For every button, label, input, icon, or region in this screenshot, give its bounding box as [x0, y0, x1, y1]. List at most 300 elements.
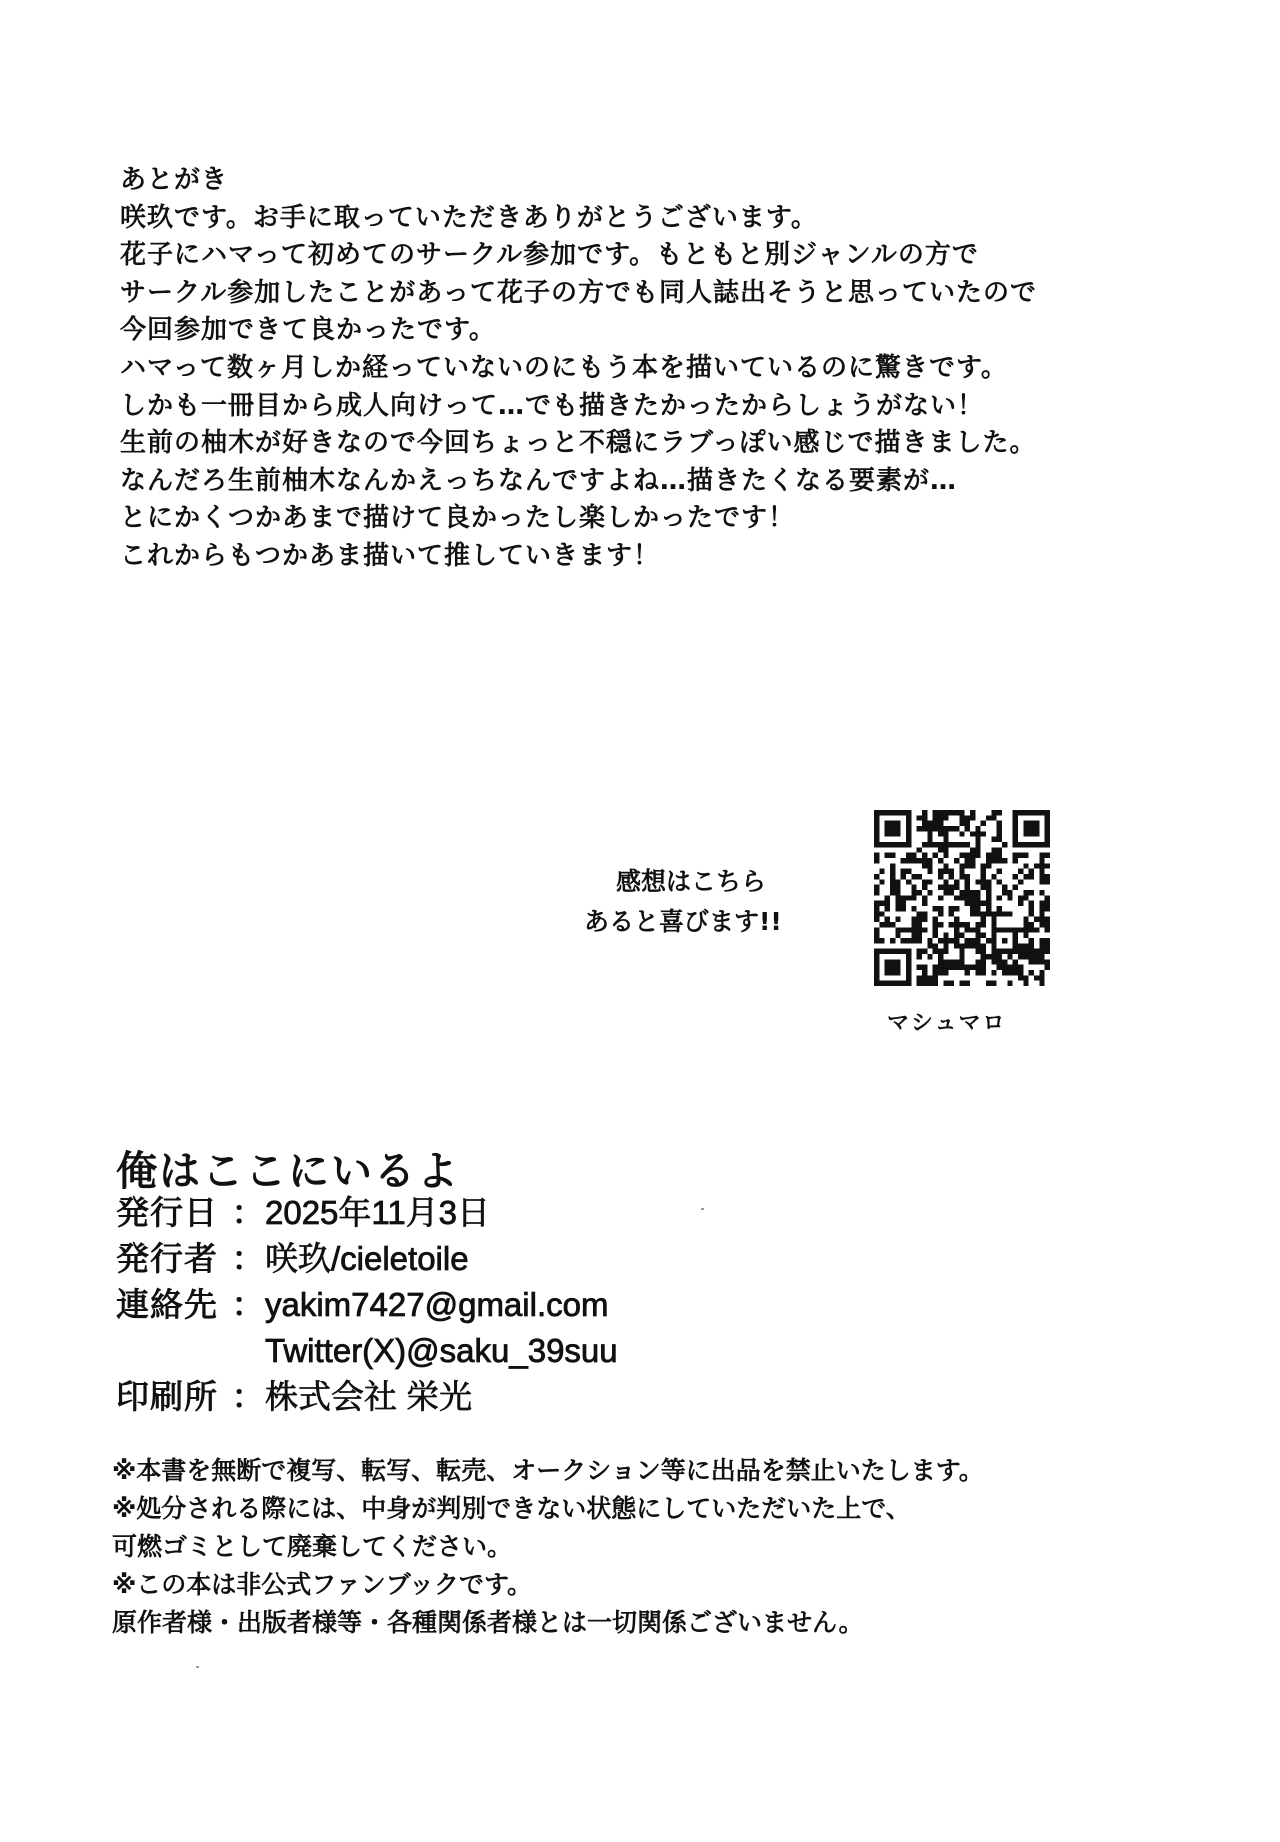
qr-module — [1018, 954, 1023, 959]
qr-module — [1023, 975, 1028, 980]
qr-module — [901, 869, 906, 874]
qr-module — [959, 869, 964, 874]
qr-module — [1002, 970, 1007, 975]
qr-module — [874, 874, 879, 879]
qr-module — [938, 821, 943, 826]
qr-module — [986, 895, 991, 900]
notice-line: ※この本は非公式ファンブックです。 — [112, 1570, 533, 1599]
qr-module — [885, 959, 890, 964]
qr-module — [954, 933, 959, 938]
qr-module — [986, 906, 991, 911]
qr-module — [895, 885, 900, 890]
qr-module — [890, 938, 895, 943]
qr-module — [1013, 842, 1018, 847]
qr-module — [1045, 901, 1050, 906]
colophon-separator: ： — [231, 1239, 265, 1278]
qr-module — [911, 922, 916, 927]
qr-module — [949, 922, 954, 927]
qr-module — [965, 890, 970, 895]
qr-module — [911, 874, 916, 879]
qr-module — [943, 853, 948, 858]
book-title: 俺はここにいるよ — [116, 1147, 460, 1195]
qr-module — [938, 847, 943, 852]
qr-module — [922, 981, 927, 986]
qr-module — [991, 954, 996, 959]
qr-module — [917, 874, 922, 879]
qr-module — [970, 890, 975, 895]
qr-module — [890, 826, 895, 831]
qr-module — [885, 895, 890, 900]
qr-module — [943, 938, 948, 943]
qr-module — [879, 949, 884, 954]
qr-module — [1002, 858, 1007, 863]
qr-module — [933, 810, 938, 815]
qr-module — [997, 810, 1002, 815]
qr-module — [927, 858, 932, 863]
qr-module — [991, 917, 996, 922]
qr-module — [1013, 815, 1018, 820]
qr-module — [922, 949, 927, 954]
qr-module — [1045, 922, 1050, 927]
qr-code-graphic — [874, 810, 1050, 986]
qr-module — [997, 949, 1002, 954]
qr-module — [938, 938, 943, 943]
notice-line: ※本書を無断で複写、転写、転売、オークション等に出品を禁止いたします。 — [112, 1456, 984, 1485]
qr-module — [1034, 810, 1039, 815]
qr-module — [1034, 863, 1039, 868]
qr-module — [1023, 853, 1028, 858]
qr-module — [1034, 954, 1039, 959]
qr-module — [874, 831, 879, 836]
qr-module — [975, 837, 980, 842]
qr-module — [954, 858, 959, 863]
qr-module — [959, 922, 964, 927]
qr-module — [1023, 917, 1028, 922]
qr-module — [1023, 949, 1028, 954]
qr-module — [949, 938, 954, 943]
qr-module — [1007, 927, 1012, 932]
qr-module — [943, 965, 948, 970]
qr-module — [917, 858, 922, 863]
qr-module — [997, 847, 1002, 852]
qr-module — [933, 981, 938, 986]
qr-module — [1013, 810, 1018, 815]
qr-module — [917, 847, 922, 852]
qr-module — [906, 975, 911, 980]
qr-module — [1023, 954, 1028, 959]
colophon-label: 連絡先 — [116, 1285, 218, 1324]
qr-module — [943, 837, 948, 842]
qr-module — [1029, 943, 1034, 948]
qr-module — [933, 842, 938, 847]
qr-module — [1045, 831, 1050, 836]
qr-module — [965, 927, 970, 932]
qr-module — [922, 879, 927, 884]
qr-module — [895, 917, 900, 922]
qr-module — [1023, 890, 1028, 895]
qr-module — [1045, 959, 1050, 964]
qr-module — [895, 933, 900, 938]
qr-module — [890, 879, 895, 884]
qr-module — [938, 858, 943, 863]
qr-module — [885, 831, 890, 836]
qr-module — [1029, 810, 1034, 815]
qr-module — [895, 927, 900, 932]
qr-module — [997, 831, 1002, 836]
qr-module — [981, 911, 986, 916]
qr-module — [895, 890, 900, 895]
qr-module — [1023, 821, 1028, 826]
qr-module — [890, 965, 895, 970]
colophon-row-contact — [116, 1282, 618, 1328]
qr-module — [901, 906, 906, 911]
qr-module — [1013, 837, 1018, 842]
qr-module — [890, 853, 895, 858]
qr-module — [895, 831, 900, 836]
afterword-line: 生前の柚木が好きなので今回ちょっと不穏にラブっぽい感じで描きました。 — [120, 428, 1037, 459]
qr-module — [981, 943, 986, 948]
qr-module — [975, 890, 980, 895]
qr-module — [1002, 949, 1007, 954]
qr-module — [911, 927, 916, 932]
qr-module — [954, 922, 959, 927]
qr-module — [901, 874, 906, 879]
qr-module — [1013, 943, 1018, 948]
qr-module — [922, 863, 927, 868]
qr-module — [970, 863, 975, 868]
qr-module — [1002, 938, 1007, 943]
qr-module — [1013, 970, 1018, 975]
qr-module — [975, 911, 980, 916]
qr-module — [997, 869, 1002, 874]
qr-module — [1018, 927, 1023, 932]
qr-module — [879, 911, 884, 916]
qr-module — [1045, 879, 1050, 884]
qr-module — [1029, 874, 1034, 879]
qr-module — [917, 815, 922, 820]
afterword-line: 咲玖です。お手に取っていただきありがとうございます。 — [120, 202, 818, 233]
qr-module — [1013, 965, 1018, 970]
colophon-row-printer — [116, 1374, 618, 1420]
qr-module — [986, 890, 991, 895]
qr-module — [938, 826, 943, 831]
qr-module — [927, 831, 932, 836]
qr-module — [1018, 943, 1023, 948]
qr-module — [938, 922, 943, 927]
qr-module — [901, 895, 906, 900]
qr-module — [981, 970, 986, 975]
qr-module — [954, 965, 959, 970]
qr-module — [965, 879, 970, 884]
qr-module — [981, 959, 986, 964]
qr-module — [1039, 959, 1044, 964]
qr-module — [917, 965, 922, 970]
qr-module — [933, 970, 938, 975]
qr-module — [917, 949, 922, 954]
qr-module — [874, 858, 879, 863]
qr-module — [895, 810, 900, 815]
qr-module — [981, 965, 986, 970]
qr-module — [970, 831, 975, 836]
qr-module — [890, 863, 895, 868]
qr-module — [890, 981, 895, 986]
qr-module — [943, 970, 948, 975]
qr-module — [911, 938, 916, 943]
qr-module — [938, 869, 943, 874]
qr-module — [970, 927, 975, 932]
qr-module — [975, 879, 980, 884]
qr-module — [991, 853, 996, 858]
qr-module — [981, 917, 986, 922]
qr-module — [906, 965, 911, 970]
qr-module — [1034, 821, 1039, 826]
qr-module — [1023, 895, 1028, 900]
colophon-separator: ： — [231, 1377, 265, 1416]
qr-module — [895, 959, 900, 964]
qr-module — [874, 842, 879, 847]
qr-module — [922, 970, 927, 975]
qr-module — [949, 885, 954, 890]
afterword-line: とにかくつかあまで描けて良かったし楽しかったです！ — [120, 503, 796, 534]
afterword-line: 今回参加できて良かったです。 — [120, 315, 496, 346]
qr-module — [1029, 831, 1034, 836]
qr-module — [1023, 874, 1028, 879]
qr-module — [933, 943, 938, 948]
qr-module — [927, 826, 932, 831]
qr-module — [1013, 885, 1018, 890]
qr-module — [991, 922, 996, 927]
qr-module — [885, 970, 890, 975]
qr-module — [901, 981, 906, 986]
qr-module — [906, 815, 911, 820]
qr-module — [943, 890, 948, 895]
qr-module — [1023, 927, 1028, 932]
qr-module — [885, 810, 890, 815]
qr-module — [938, 911, 943, 916]
qr-module — [922, 826, 927, 831]
qr-module — [1007, 965, 1012, 970]
qr-module — [938, 895, 943, 900]
qr-module — [885, 965, 890, 970]
qr-module — [906, 895, 911, 900]
qr-module — [922, 901, 927, 906]
qr-module — [922, 917, 927, 922]
qr-module — [885, 906, 890, 911]
qr-module — [1045, 821, 1050, 826]
qr-module — [933, 853, 938, 858]
qr-module — [981, 933, 986, 938]
qr-module — [933, 922, 938, 927]
qr-module — [1007, 954, 1012, 959]
qr-module — [949, 981, 954, 986]
qr-module — [959, 863, 964, 868]
qr-module — [885, 842, 890, 847]
qr-module — [970, 943, 975, 948]
qr-module — [933, 933, 938, 938]
qr-module — [970, 847, 975, 852]
notices — [112, 1452, 984, 1642]
qr-module — [975, 933, 980, 938]
qr-module — [1029, 901, 1034, 906]
qr-module — [1029, 922, 1034, 927]
qr-module — [965, 842, 970, 847]
qr-module — [949, 826, 954, 831]
qr-module — [997, 853, 1002, 858]
qr-module — [1045, 815, 1050, 820]
qr-module — [959, 954, 964, 959]
qr-module — [975, 901, 980, 906]
qr-module — [917, 954, 922, 959]
qr-module — [943, 810, 948, 815]
qr-module — [991, 837, 996, 842]
qr-module — [874, 901, 879, 906]
qr-module — [933, 917, 938, 922]
qr-module — [933, 949, 938, 954]
qr-module — [906, 959, 911, 964]
afterword-line: サークル参加したことがあって花子の方でも同人誌出そうと思っていたので — [120, 277, 1037, 308]
qr-module — [885, 922, 890, 927]
qr-module — [927, 954, 932, 959]
qr-module — [901, 810, 906, 815]
qr-module — [879, 869, 884, 874]
qr-module — [943, 959, 948, 964]
qr-module — [874, 959, 879, 964]
qr-module — [938, 959, 943, 964]
qr-module — [959, 890, 964, 895]
qr-module — [933, 965, 938, 970]
qr-module — [1039, 954, 1044, 959]
qr-module — [906, 949, 911, 954]
qr-module — [954, 810, 959, 815]
qr-module — [933, 815, 938, 820]
qr-module — [1045, 874, 1050, 879]
notice-line: ※処分される際には、中身が判別できない状態にしていただいた上で、 — [112, 1494, 911, 1523]
qr-module — [949, 810, 954, 815]
qr-module — [970, 815, 975, 820]
qr-module — [927, 981, 932, 986]
qr-module — [959, 933, 964, 938]
qr-module — [933, 927, 938, 932]
qr-module — [1034, 959, 1039, 964]
qr-module — [1013, 933, 1018, 938]
qr-module — [970, 853, 975, 858]
qr-module — [965, 965, 970, 970]
qr-module — [927, 863, 932, 868]
qr-module — [895, 965, 900, 970]
qr-module — [1045, 853, 1050, 858]
qr-module — [949, 959, 954, 964]
qr-module — [1034, 975, 1039, 980]
qr-module — [954, 879, 959, 884]
contact-email[interactable]: yakim7427@gmail.com — [265, 1286, 609, 1323]
qr-module — [911, 906, 916, 911]
qr-module — [917, 917, 922, 922]
qr-module — [917, 826, 922, 831]
qr-module — [885, 981, 890, 986]
qr-module — [895, 842, 900, 847]
qr-module — [922, 975, 927, 980]
qr-module — [906, 821, 911, 826]
qr-module — [975, 927, 980, 932]
qr-module — [922, 895, 927, 900]
qr-module — [879, 901, 884, 906]
qr-module — [906, 981, 911, 986]
qr-module — [885, 901, 890, 906]
qr-module — [890, 890, 895, 895]
qr-module — [959, 853, 964, 858]
qr-module — [1045, 927, 1050, 932]
colophon-value: 2025年11月3日 — [265, 1194, 491, 1231]
qr-module — [922, 965, 927, 970]
qr-module — [1029, 927, 1034, 932]
qr-module — [922, 815, 927, 820]
qr-module — [1013, 938, 1018, 943]
qr-module — [997, 826, 1002, 831]
qr-module — [1013, 831, 1018, 836]
qr-module — [885, 853, 890, 858]
qr-module — [1039, 863, 1044, 868]
qr-module — [927, 938, 932, 943]
qr-module — [981, 879, 986, 884]
qr-module — [890, 842, 895, 847]
qr-module — [874, 837, 879, 842]
qr-module — [1045, 810, 1050, 815]
qr-module — [949, 965, 954, 970]
qr-module — [879, 810, 884, 815]
contact-twitter[interactable]: Twitter(X)@saku_39suu — [265, 1332, 618, 1369]
qr-module — [1007, 895, 1012, 900]
qr-module — [965, 922, 970, 927]
qr-module — [895, 981, 900, 986]
qr-module — [986, 885, 991, 890]
qr-module — [911, 917, 916, 922]
qr-code-icon[interactable] — [874, 810, 1050, 986]
qr-module — [1023, 943, 1028, 948]
qr-module — [970, 965, 975, 970]
qr-module — [885, 917, 890, 922]
qr-module — [901, 938, 906, 943]
qr-module — [1045, 863, 1050, 868]
print-speck — [701, 1208, 704, 1210]
qr-module — [938, 885, 943, 890]
qr-module — [997, 911, 1002, 916]
qr-module — [954, 959, 959, 964]
qr-module — [874, 911, 879, 916]
qr-module — [879, 922, 884, 927]
colophon-row-date — [116, 1190, 618, 1236]
qr-module — [975, 842, 980, 847]
qr-module — [1013, 826, 1018, 831]
qr-module — [917, 938, 922, 943]
qr-module — [1039, 879, 1044, 884]
qr-module — [895, 826, 900, 831]
qr-module — [895, 970, 900, 975]
qr-module — [959, 842, 964, 847]
qr-module — [1029, 906, 1034, 911]
qr-module — [1039, 949, 1044, 954]
qr-module — [997, 858, 1002, 863]
afterword-line: これからもつかあま描いて推していきます！ — [120, 540, 661, 571]
qr-module — [1045, 943, 1050, 948]
qr-module — [890, 874, 895, 879]
qr-module — [906, 954, 911, 959]
qr-module — [943, 981, 948, 986]
qr-module — [1018, 970, 1023, 975]
qr-module — [1002, 911, 1007, 916]
qr-module — [959, 874, 964, 879]
qr-module — [1029, 821, 1034, 826]
qr-module — [970, 858, 975, 863]
